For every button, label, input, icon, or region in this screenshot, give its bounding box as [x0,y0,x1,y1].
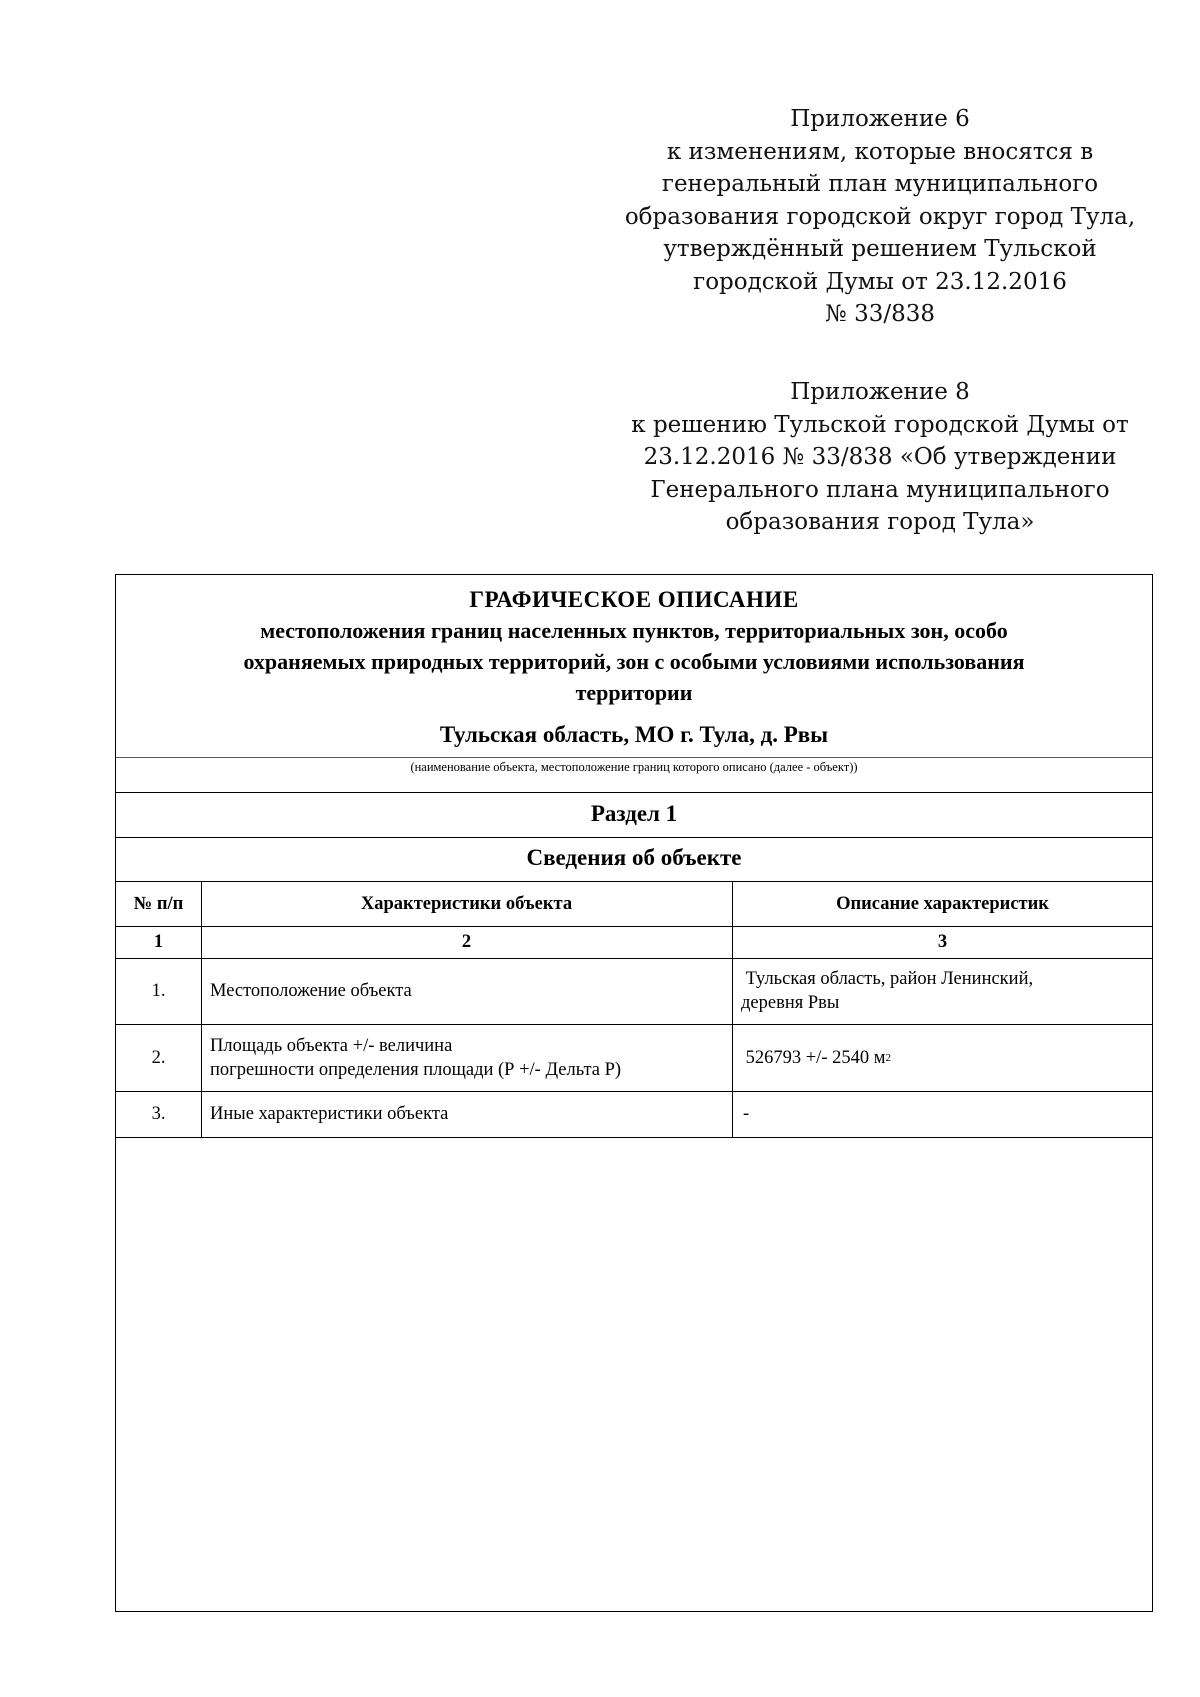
object-name: Тульская область, МО г. Тула, д. Рвы [439,722,829,747]
row-number: 3. [151,1104,166,1124]
divider [116,792,1152,793]
characteristic-cell [201,958,732,1024]
row-number: 1. [151,981,166,1001]
appendix-8-line: Приложение 8 [790,379,970,405]
description-text: Тульская область, район Ленинский, [741,969,1034,989]
appendix-6-line: городской Думы от 23.12.2016 [693,268,1067,295]
appendix-6-line: образования городской округ город Тула, [624,203,1136,230]
form-title: ГРАФИЧЕСКОЕ ОПИСАНИЕ [469,587,799,612]
section-title: Раздел 1 [590,801,678,826]
appendix-6-line: генеральный план муниципального [661,171,1099,197]
appendix-6-line: утверждённый решением Тульской [663,236,1097,262]
characteristic-cell [201,1091,732,1137]
section-subtitle: Сведения об объекте [526,845,742,870]
divider [116,837,1152,838]
table-header-cell: Характеристики объекта [360,893,573,914]
appendix-6-header [600,103,1160,331]
row-number: 2. [151,1047,166,1068]
characteristic-text: Иные характеристики объекта [210,1104,449,1124]
table-header-cell: Описание характеристик [836,893,1049,914]
column-number-cell: 1 [153,932,164,952]
object-name-underline [116,757,1152,758]
table-header-cell: № п/п [133,893,184,914]
appendix-6-line: Приложение 6 [790,106,970,132]
description-cell [732,1091,1153,1137]
appendix-8-line: Генерального плана муниципального [650,476,1110,503]
appendix-8-line: к решению Тульской городской Думы от [631,411,1129,438]
characteristic-cell [201,1024,732,1091]
column-number-cell: 2 [461,932,472,952]
form-subtitle-line: территории [575,680,693,705]
description-cell: 526793 +/- 2540 м 2 [741,1047,891,1068]
form-subtitle-line: охраняемых природных территорий, зон с особыми условиями использования [243,649,1025,674]
appendix-8-line: 23.12.2016 № 33/838 «Об утверждении [643,444,1117,470]
description-text: деревня Рвы [741,993,840,1013]
description-text: - [743,1104,750,1124]
table-bottom-border [116,1137,1152,1138]
characteristic-text: Местоположение объекта [210,981,412,1001]
appendix-8-line: образования город Тула» [725,509,1035,535]
characteristic-text: погрешности определения площади (Р +/- Дельта Р) [210,1059,622,1080]
appendix-8-header [600,376,1160,539]
graphic-description-form [115,574,1153,1612]
description-cell [732,958,1153,1024]
form-subtitle-line: местоположения границ населенных пунктов, территориальных зон, особо [260,618,1008,643]
object-name-caption: (наименование объекта, местоположение границ которого описано (далее - объект)) [410,760,858,774]
column-number-cell: 3 [937,932,948,952]
area-value: 526793 +/- 2540 м [741,1047,886,1068]
characteristic-text: Площадь объекта +/- величина [210,1035,453,1056]
appendix-6-line: к изменениям, которые вносятся в [666,138,1094,165]
form-title-block [116,585,1152,750]
appendix-6-line: № 33/838 [825,301,935,327]
